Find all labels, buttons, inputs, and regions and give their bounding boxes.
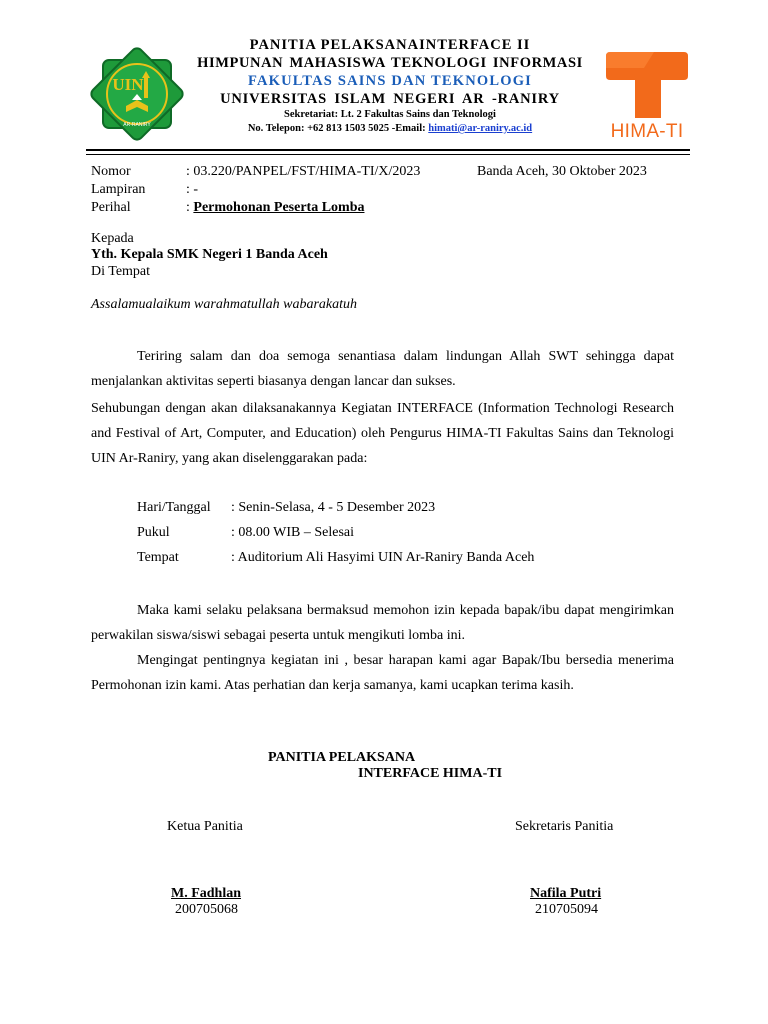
perihal-colon: : xyxy=(186,200,194,215)
perihal-label: Perihal xyxy=(91,200,131,215)
uin-ar-raniry-logo xyxy=(86,44,188,144)
hima-logo-text: HIMA-TI xyxy=(610,121,684,142)
signature-right-title: Sekretaris Panitia xyxy=(515,819,614,834)
paragraph-2: Sehubungan dengan akan dilaksanakannya Kegiatan INTERFACE (Information Technologi Research and Festival of Art, Computer, and Education) oleh Pengurus HIMA-TI Fakultas Sains dan Teknologi UIN Ar-Raniry, yang akan diselenggarakan pada: xyxy=(91,401,674,466)
paragraph-3 xyxy=(91,598,674,648)
uin-logo-subtext: AR-RANIRY xyxy=(123,122,151,128)
letterhead-committee: PANITIA PELAKSANAINTERFACE II xyxy=(249,37,531,53)
letterhead-university: UNIVERSITAS ISLAM NEGERI AR -RANIRY xyxy=(220,91,560,107)
closing-event: INTERFACE HIMA-TI xyxy=(358,766,503,781)
perihal-field xyxy=(186,200,364,216)
lampiran-label: Lampiran xyxy=(91,182,146,197)
paragraph-1 xyxy=(91,344,674,394)
uin-logo-text: UIN xyxy=(112,75,144,94)
letterhead-phone: No. Telepon: +62 813 1503 5025 -Email: xyxy=(247,123,429,134)
event-time-label: Pukul xyxy=(137,525,170,540)
nomor-label: Nomor xyxy=(91,164,131,179)
lampiran-value: : - xyxy=(186,182,199,197)
letterhead-association: HIMPUNAN MAHASISWA TEKNOLOGI INFORMASI xyxy=(197,55,583,71)
recipient-place: Di Tempat xyxy=(91,264,151,279)
paragraph-3-text: Maka kami selaku pelaksana bermaksud memohon izin kepada bapak/ibu dapat mengirimkan perwakilan siswa/siswi sebagai peserta untuk mengikuti lomba ini. xyxy=(91,603,674,643)
letterhead-thin-rule xyxy=(86,154,690,155)
event-day-value: : Senin-Selasa, 4 - 5 Desember 2023 xyxy=(231,500,436,515)
recipient-name: Yth. Kepala SMK Negeri 1 Banda Aceh xyxy=(91,247,328,262)
paragraph-4 xyxy=(91,648,674,698)
perihal-value: Permohonan Peserta Lomba xyxy=(193,200,365,215)
event-place-label: Tempat xyxy=(137,550,179,565)
nomor-value: : 03.220/PANPEL/FST/HIMA-TI/X/2023 xyxy=(186,164,421,179)
signature-left-id: 200705068 xyxy=(175,902,238,917)
event-time-value: : 08.00 WIB – Selesai xyxy=(231,525,355,540)
event-day-label: Hari/Tanggal xyxy=(137,500,211,515)
paragraph-4-text: Mengingat pentingnya kegiatan ini , besar harapan kami agar Bapak/Ibu bersedia menerima Permohonan izin kami. Atas perhatian dan kerja samanya, kami ucapkan terima kasih. xyxy=(91,653,674,693)
email-link[interactable]: himati@ar-raniry.ac.id xyxy=(428,123,533,134)
letterhead-block xyxy=(175,36,605,136)
letterhead-thick-rule xyxy=(86,149,690,151)
letterhead-faculty: FAKULTAS SAINS DAN TEKNOLOGI xyxy=(247,73,533,89)
signature-left-name: M. Fadhlan xyxy=(171,886,242,901)
place-date: Banda Aceh, 30 Oktober 2023 xyxy=(477,164,647,179)
signature-left-title: Ketua Panitia xyxy=(167,819,243,834)
greeting: Assalamualaikum warahmatullah wabarakatuh xyxy=(91,297,358,312)
closing-committee: PANITIA PELAKSANA xyxy=(268,750,416,765)
paragraph-1-text: Teriring salam dan doa semoga senantiasa dalam lindungan Allah SWT sehingga dapat menjalankan aktivitas seperti biasanya dengan lancar dan sukses. xyxy=(91,349,674,389)
signature-right-id: 210705094 xyxy=(535,902,598,917)
letterhead-contact xyxy=(175,122,605,136)
signature-right-name: Nafila Putri xyxy=(530,886,602,901)
event-place-value: : Auditorium Ali Hasyimi UIN Ar-Raniry Banda Aceh xyxy=(231,550,535,565)
letterhead-address: Sekretariat: Lt. 2 Fakultas Sains dan Teknologi xyxy=(284,109,496,120)
recipient-kepada: Kepada xyxy=(91,231,134,246)
